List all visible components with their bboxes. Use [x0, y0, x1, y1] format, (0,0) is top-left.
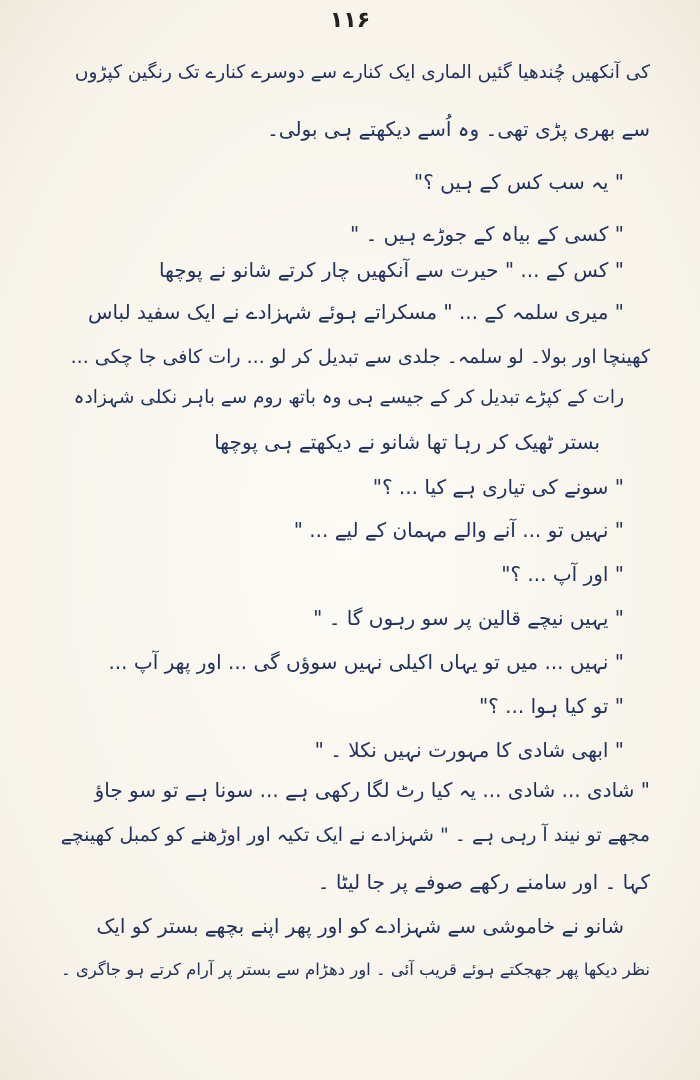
text-line: " نہیں تو ... آنے والے مہمان کے لیے ... "	[293, 518, 624, 542]
text-line: مجھے تو نیند آ رہی ہے ۔ " شہزادے نے ایک تکیہ اور اوڑھنے کو کمبل کھینچے	[60, 824, 650, 846]
text-line: " سونے کی تیاری ہے کیا ... ؟"	[372, 475, 624, 499]
text-line: بستر ٹھیک کر رہا تھا شانو نے دیکھتے ہی پوچھا	[214, 430, 600, 454]
text-line: " تو کیا ہوا ... ؟"	[478, 694, 624, 718]
text-line: " ابھی شادی کا مہورت نہیں نکلا ۔ "	[314, 738, 624, 762]
text-line: " میری سلمہ کے ... " مسکراتے ہوئے شہزادے نے ایک سفید لباس	[88, 300, 624, 324]
text-line: " اور آپ ... ؟"	[501, 562, 624, 586]
text-line: " نہیں ... میں تو یہاں اکیلی نہیں سوؤں گی ... اور پھر آپ ...	[108, 650, 624, 674]
text-line: کہا ۔ اور سامنے رکھے صوفے پر جا لیٹا ۔	[317, 870, 650, 894]
text-line: سے بھری پڑی تھی۔ وہ اُسے دیکھتے ہی بولی۔	[267, 117, 650, 141]
text-line: " شادی ... شادی ... یہ کیا رٹ لگا رکھی ہے ... سونا ہے تو سو جاؤ	[94, 778, 650, 802]
text-line: " کس کے ... " حیرت سے آنکھیں چار کرتے شانو نے پوچھا	[159, 258, 624, 282]
text-line: شانو نے خاموشی سے شہزادے کو اور پھر اپنے بچھے بستر کو ایک	[96, 914, 624, 938]
text-line: نظر دیکھا پھر جھجکتے ہوئے قریب آئی ۔ اور دھڑام سے بستر پر آرام کرتے ہو جاگری ۔	[60, 960, 650, 979]
text-line: رات کے کپڑے تبدیل کر کے جیسے ہی وہ باتھ روم سے باہر نکلی شہزادہ	[73, 387, 624, 408]
text-line: کی آنکھیں چُندھیا گئیں الماری ایک کنارے سے دوسرے کنارے تک رنگین کپڑوں	[74, 62, 650, 83]
text-line: " یہ سب کس کے ہیں ؟"	[413, 170, 624, 194]
text-line: " یہیں نیچے قالین پر سو رہوں گا ۔ "	[313, 606, 624, 630]
text-line: " کسی کے بیاہ کے جوڑے ہیں ۔ "	[350, 222, 624, 246]
text-line: کھینچا اور بولا۔ لو سلمہ۔ جلدی سے تبدیل کر لو ... رات کافی جا چکی ...	[70, 346, 650, 368]
page-number: ۱۱۶	[329, 8, 371, 33]
